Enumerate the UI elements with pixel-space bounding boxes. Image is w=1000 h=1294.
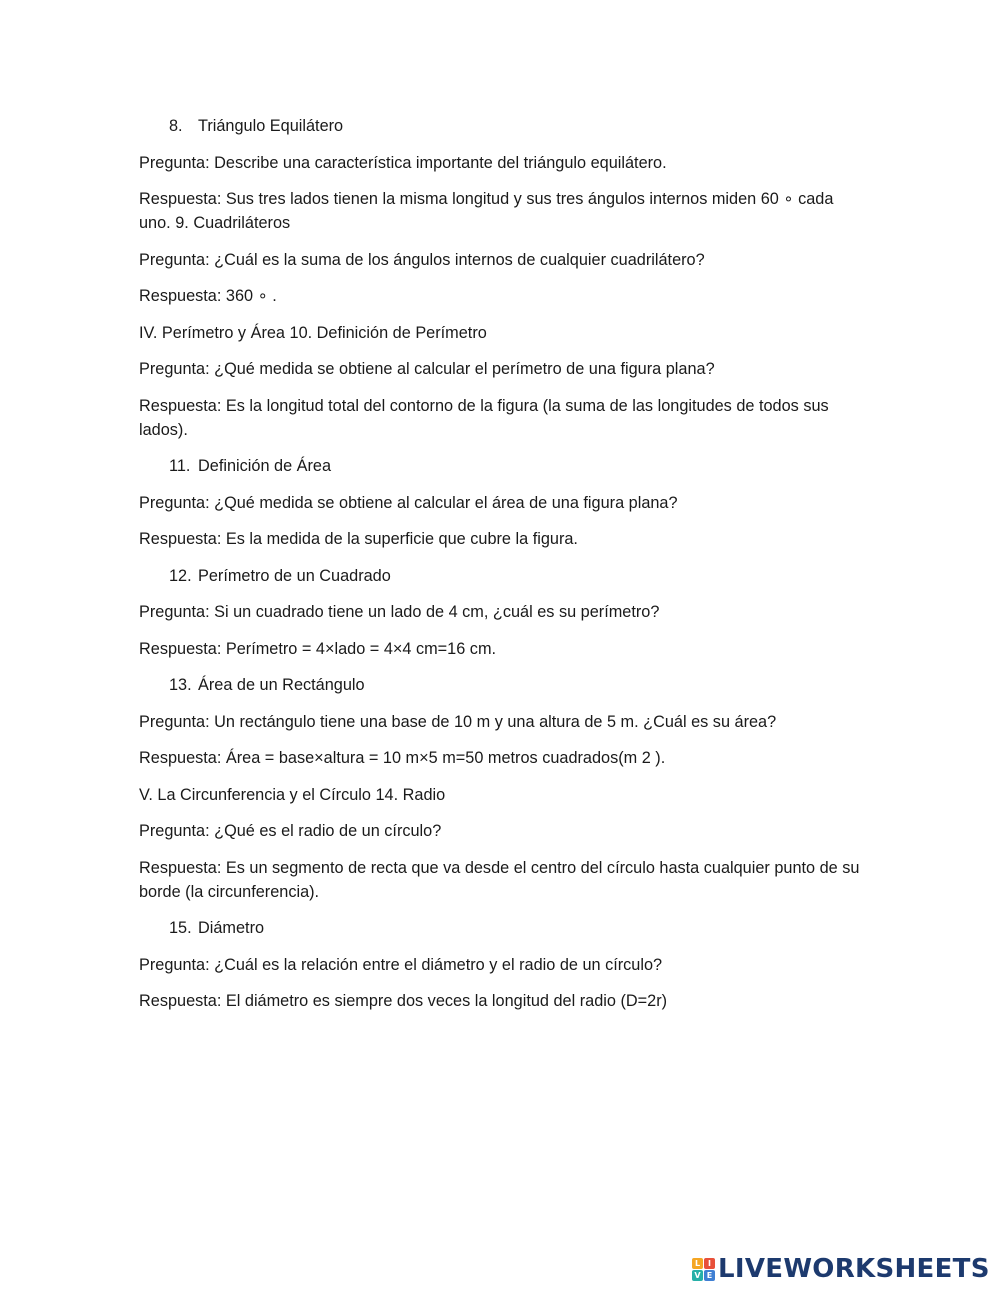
section-title: IV. Perímetro y Área 10. Definición de Perímetro (139, 323, 487, 342)
section-heading (139, 916, 869, 940)
answer-text: Respuesta: Área = base×altura = 10 m×5 m=50 metros cuadrados(m 2 ). (139, 749, 666, 767)
answer-text: Respuesta: 360 ∘ . (139, 287, 277, 305)
logo-tile-l: L (692, 1258, 703, 1269)
answer-text: Respuesta: Perímetro = 4×lado = 4×4 cm=16 cm. (139, 639, 497, 658)
answer-text: Respuesta: Sus tres lados tienen la misma longitud y sus tres ángulos internos miden 60 ∘ cada uno. 9. Cuadriláteros (139, 190, 834, 232)
section-heading (139, 114, 869, 138)
logo-wordmark: LIVEWORKSHEETS (718, 1254, 990, 1284)
liveworksheets-logo[interactable] (692, 1252, 990, 1286)
heading-text: Triángulo Equilátero (198, 117, 344, 135)
worksheet-content (139, 114, 869, 1026)
heading-text: Definición de Área (198, 457, 332, 475)
question-text: Pregunta: Describe una característica importante del triángulo equilátero. (139, 153, 667, 172)
liveworksheets-logo-icon (692, 1258, 715, 1281)
question-text: Pregunta: ¿Cuál es la relación entre el diámetro y el radio de un círculo? (139, 955, 663, 974)
heading-text: Diámetro (198, 919, 265, 937)
heading-number: 8. (169, 117, 183, 135)
section-heading (139, 454, 869, 478)
answer-text: Respuesta: El diámetro es siempre dos veces la longitud del radio (D=2r) (139, 992, 668, 1010)
question-text: Pregunta: Un rectángulo tiene una base de 10 m y una altura de 5 m. ¿Cuál es su área? (139, 712, 777, 731)
heading-number: 11. (169, 457, 191, 475)
logo-tile-v: V (692, 1270, 703, 1281)
section-title: V. La Circunferencia y el Círculo 14. Radio (139, 785, 446, 804)
answer-text: Respuesta: Es la medida de la superficie que cubre la figura. (139, 530, 578, 548)
section-heading (139, 673, 869, 697)
heading-number: 12. (169, 566, 192, 585)
answer-text: Respuesta: Es la longitud total del contorno de la figura (la suma de las longitudes de todos sus lados). (139, 396, 829, 439)
heading-text: Perímetro de un Cuadrado (198, 566, 391, 585)
logo-tile-e: E (704, 1270, 715, 1281)
question-text: Pregunta: ¿Qué medida se obtiene al calcular el perímetro de una figura plana? (139, 360, 715, 378)
logo-tile-i: I (704, 1258, 715, 1269)
heading-number: 13. (169, 676, 192, 694)
heading-number: 15. (169, 919, 192, 937)
section-heading (139, 564, 869, 588)
question-text: Pregunta: ¿Qué medida se obtiene al calcular el área de una figura plana? (139, 493, 678, 512)
question-text: Pregunta: Si un cuadrado tiene un lado de 4 cm, ¿cuál es su perímetro? (139, 603, 660, 621)
heading-text: Área de un Rectángulo (198, 676, 365, 694)
question-text: Pregunta: ¿Qué es el radio de un círculo? (139, 822, 442, 840)
answer-text: Respuesta: Es un segmento de recta que va desde el centro del círculo hasta cualquier punto de su borde (la circunferencia). (139, 858, 860, 901)
question-text: Pregunta: ¿Cuál es la suma de los ángulos internos de cualquier cuadrilátero? (139, 250, 705, 269)
